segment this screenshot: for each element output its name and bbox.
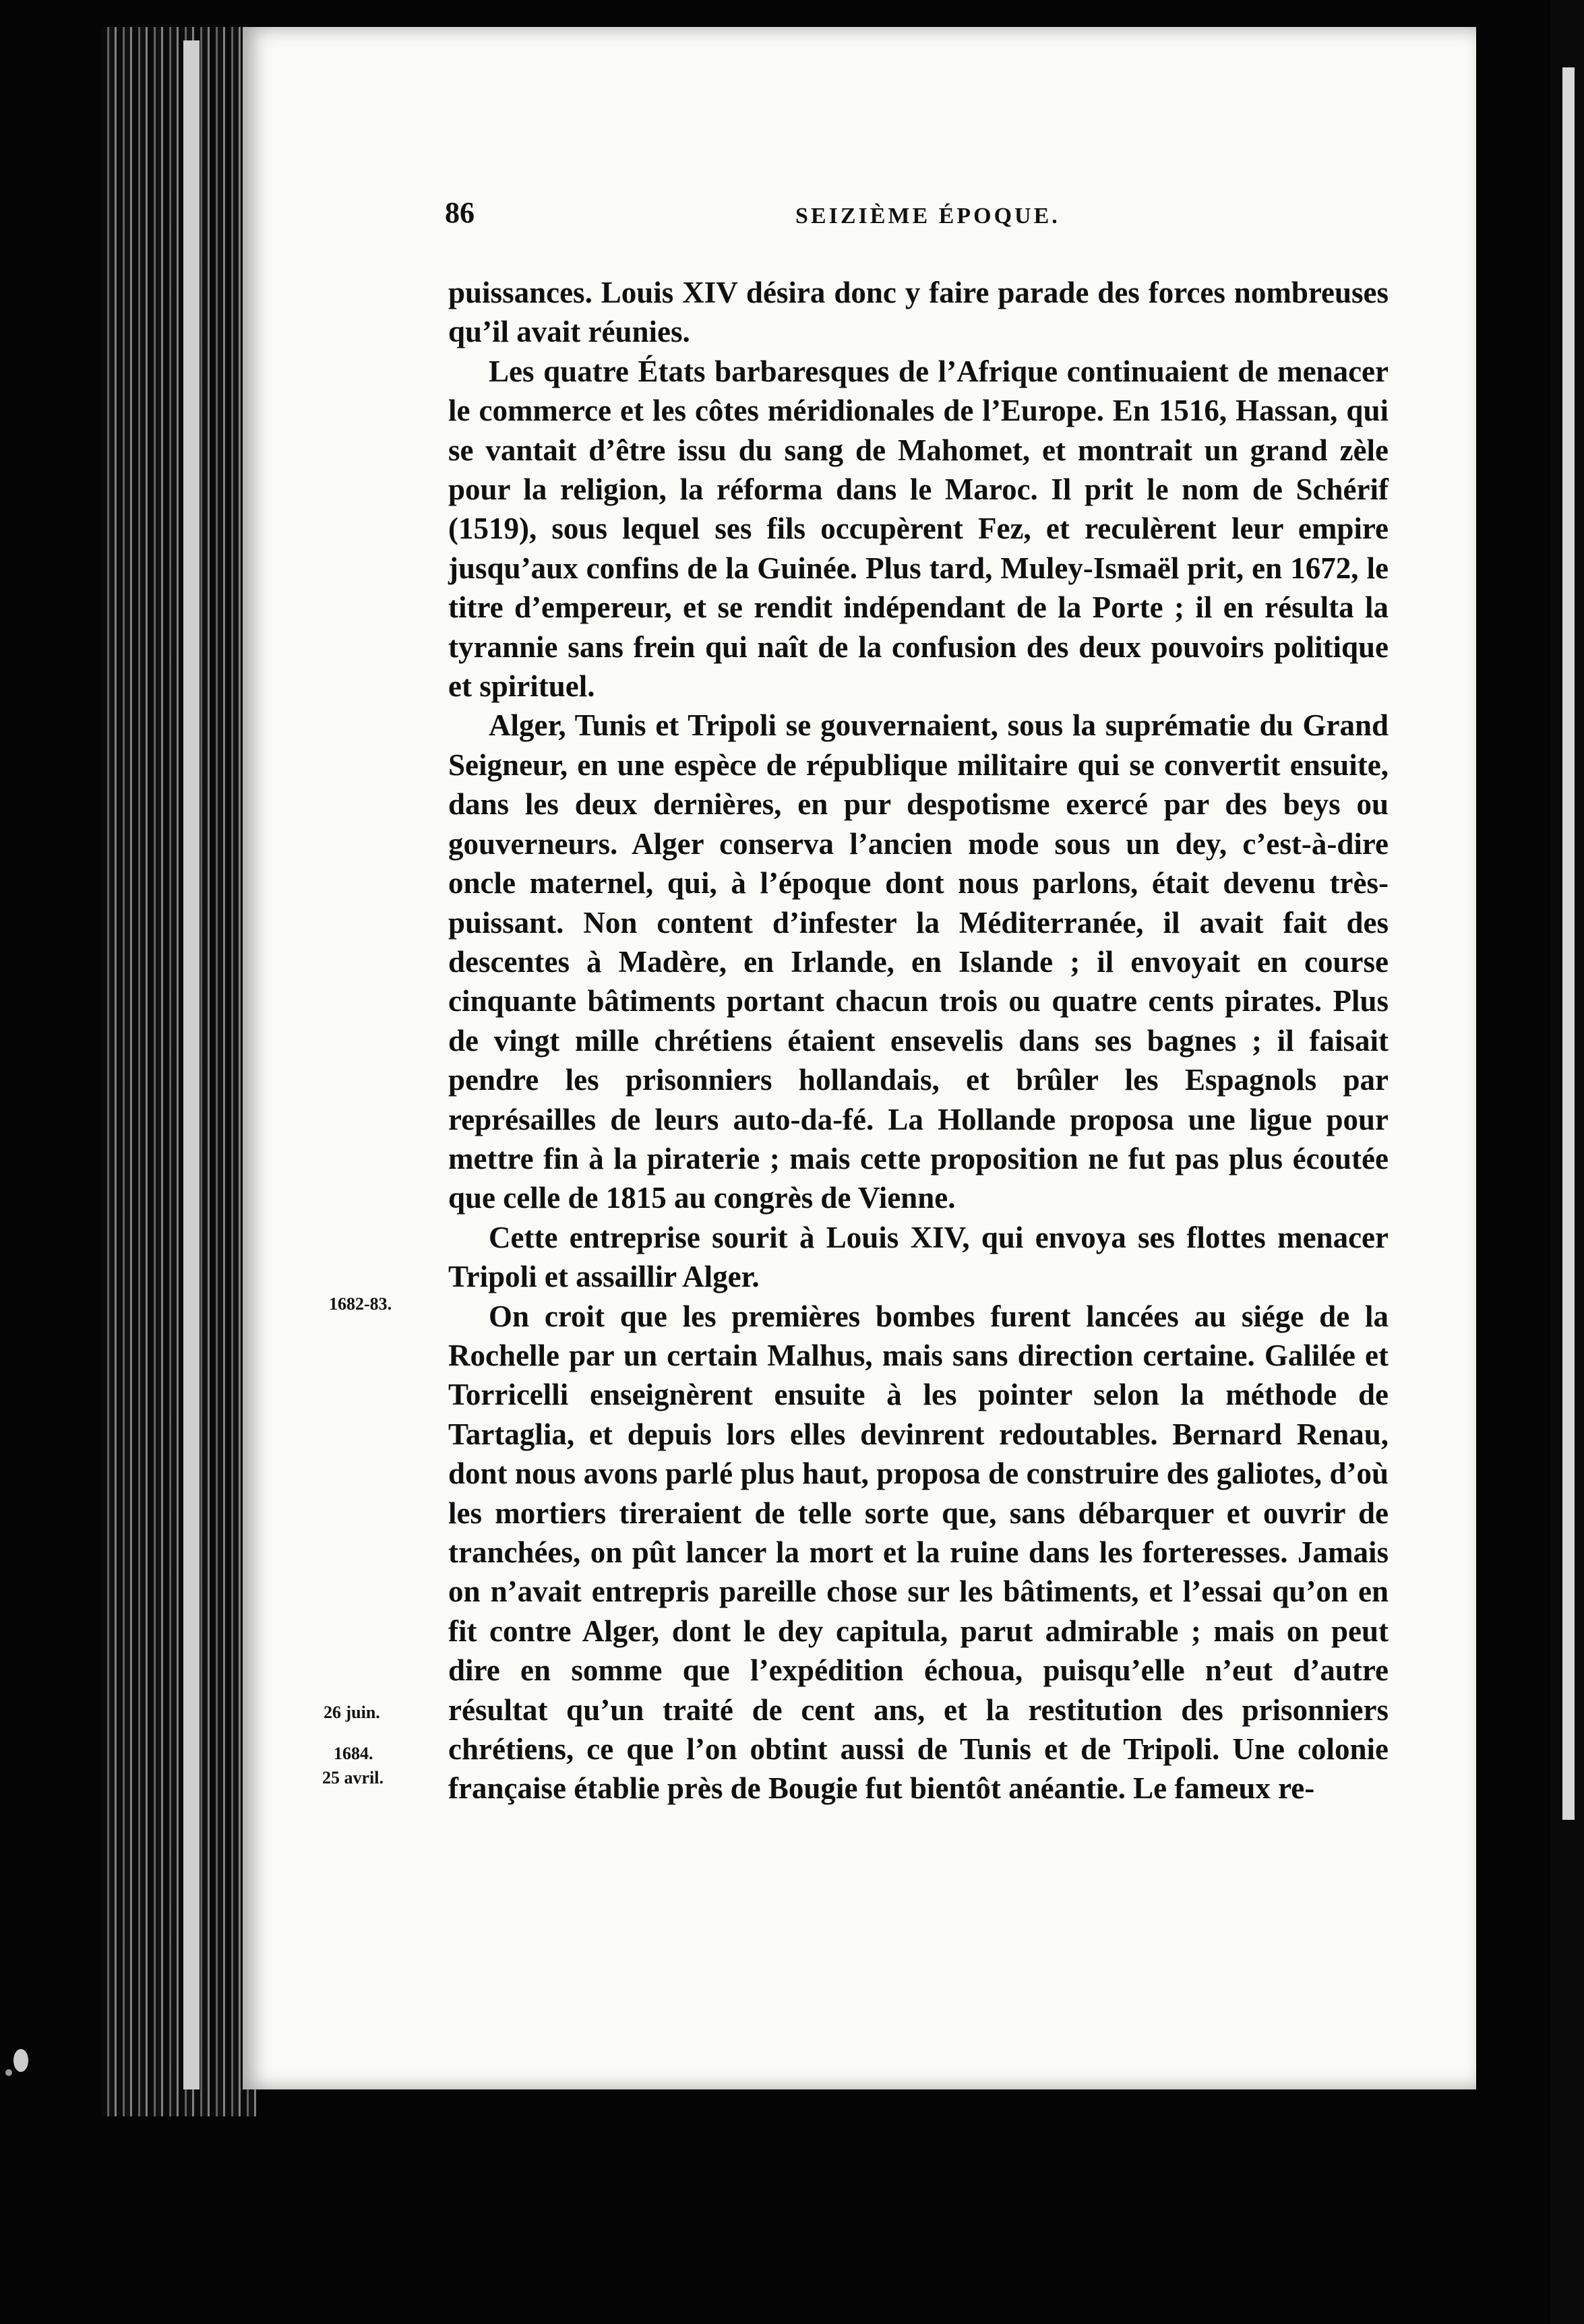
margin-note-date: 25 avril. (322, 1768, 384, 1787)
book-leaf-edges (101, 27, 256, 2116)
margin-note-date: 1684. (334, 1744, 373, 1763)
paragraph: puissances. Louis XIV désira donc y faire parade des forces nombreuses qu’il avait réunies. (448, 276, 1389, 349)
paragraph: On croit que les premières bombes furent lancées au siége de la Rochelle par un certain Malhus, mais sans direction certaine. Galilée et Torricelli enseignèrent ensuite à les pointer selon la méthode de Tartaglia, et depuis lors elles devinrent redoutables. Bernard Renau, dont nous avons parlé plus haut, proposa de construire des galiotes, d’où les mortiers tireraient de telle sorte que, sans débarquer et ouvrir de tranchées, on pût lancer la mort et la ruine dans les forteresses. Jamais on n’avait entrepris pareille chose sur les bâtiments, et l’essai qu’on en fit contre Alger, dont le dey capitula, parut admirable ; mais on peut dire en somme que l’expédition échoua, puisqu’elle n’eut d’autre résultat qu’un traité de cent ans, et la restitution des prisonniers chrétiens, ce que l’on obtint aussi de Tunis et de Tripoli. Une colonie française établie près de Bougie fut bientôt anéantie. Le fameux re- (448, 1299, 1389, 1806)
paragraph: Cette entreprise sourit à Louis XIV, qui envoya ses flottes menacer Tripoli et assaillir Alger. (448, 1220, 1389, 1294)
margin-note-date: 26 juin. (324, 1703, 380, 1722)
right-page-edge-highlight (1562, 67, 1575, 1820)
scan-speck (13, 2049, 28, 2072)
margin-note-date: 1682-83. (329, 1294, 392, 1314)
book-page (243, 27, 1476, 2089)
paragraph: Alger, Tunis et Tripoli se gouvernaient, sous la suprématie du Grand Seigneur, en une espèce de république militaire qui se convertit ensuite, dans les deux dernières, en pur despotisme exercé par des beys ou gouverneurs. Alger conserva l’ancien mode sous un dey, c’est-à-dire oncle maternel, qui, à l’époque dont nous parlons, était devenu très-puissant. Non content d’infester la Méditerranée, il avait fait des descentes à Madère, en Irlande, en Islande ; il envoyait en course cinquante bâtiments portant chacun trois ou quatre cents pirates. Plus de vingt mille chrétiens étaient ensevelis dans ses bagnes ; il faisait pendre les prisonniers hollandais, et brûler les Espagnols par représailles de leurs auto-da-fé. La Hollande proposa une ligue pour mettre fin à la piraterie ; mais cette proposition ne fut pas plus écoutée que celle de 1815 au congrès de Vienne. (448, 708, 1389, 1215)
page-header (445, 195, 1294, 243)
book-leaf-edge-highlight (183, 40, 200, 2089)
body-text (448, 273, 1389, 1808)
page-number: 86 (445, 196, 475, 229)
scan-speck (5, 2069, 12, 2076)
running-head: SEIZIÈME ÉPOQUE. (795, 204, 1060, 228)
paragraph: Les quatre États barbaresques de l’Afrique continuaient de menacer le commerce et les côtes méridionales de l’Europe. En 1516, Hassan, qui se vantait d’être issu du sang de Mahomet, et montrait un grand zèle pour la religion, la réforma dans le Maroc. Il prit le nom de Schérif (1519), sous lequel ses fils occupèrent Fez, et reculèrent leur empire jusqu’aux confins de la Guinée. Plus tard, Muley-Ismaël prit, en 1672, le titre d’empereur, et se rendit indépendant de la Porte ; il en résulta la tyrannie sans frein qui naît de la confusion des deux pouvoirs politique et spirituel. (448, 354, 1389, 704)
